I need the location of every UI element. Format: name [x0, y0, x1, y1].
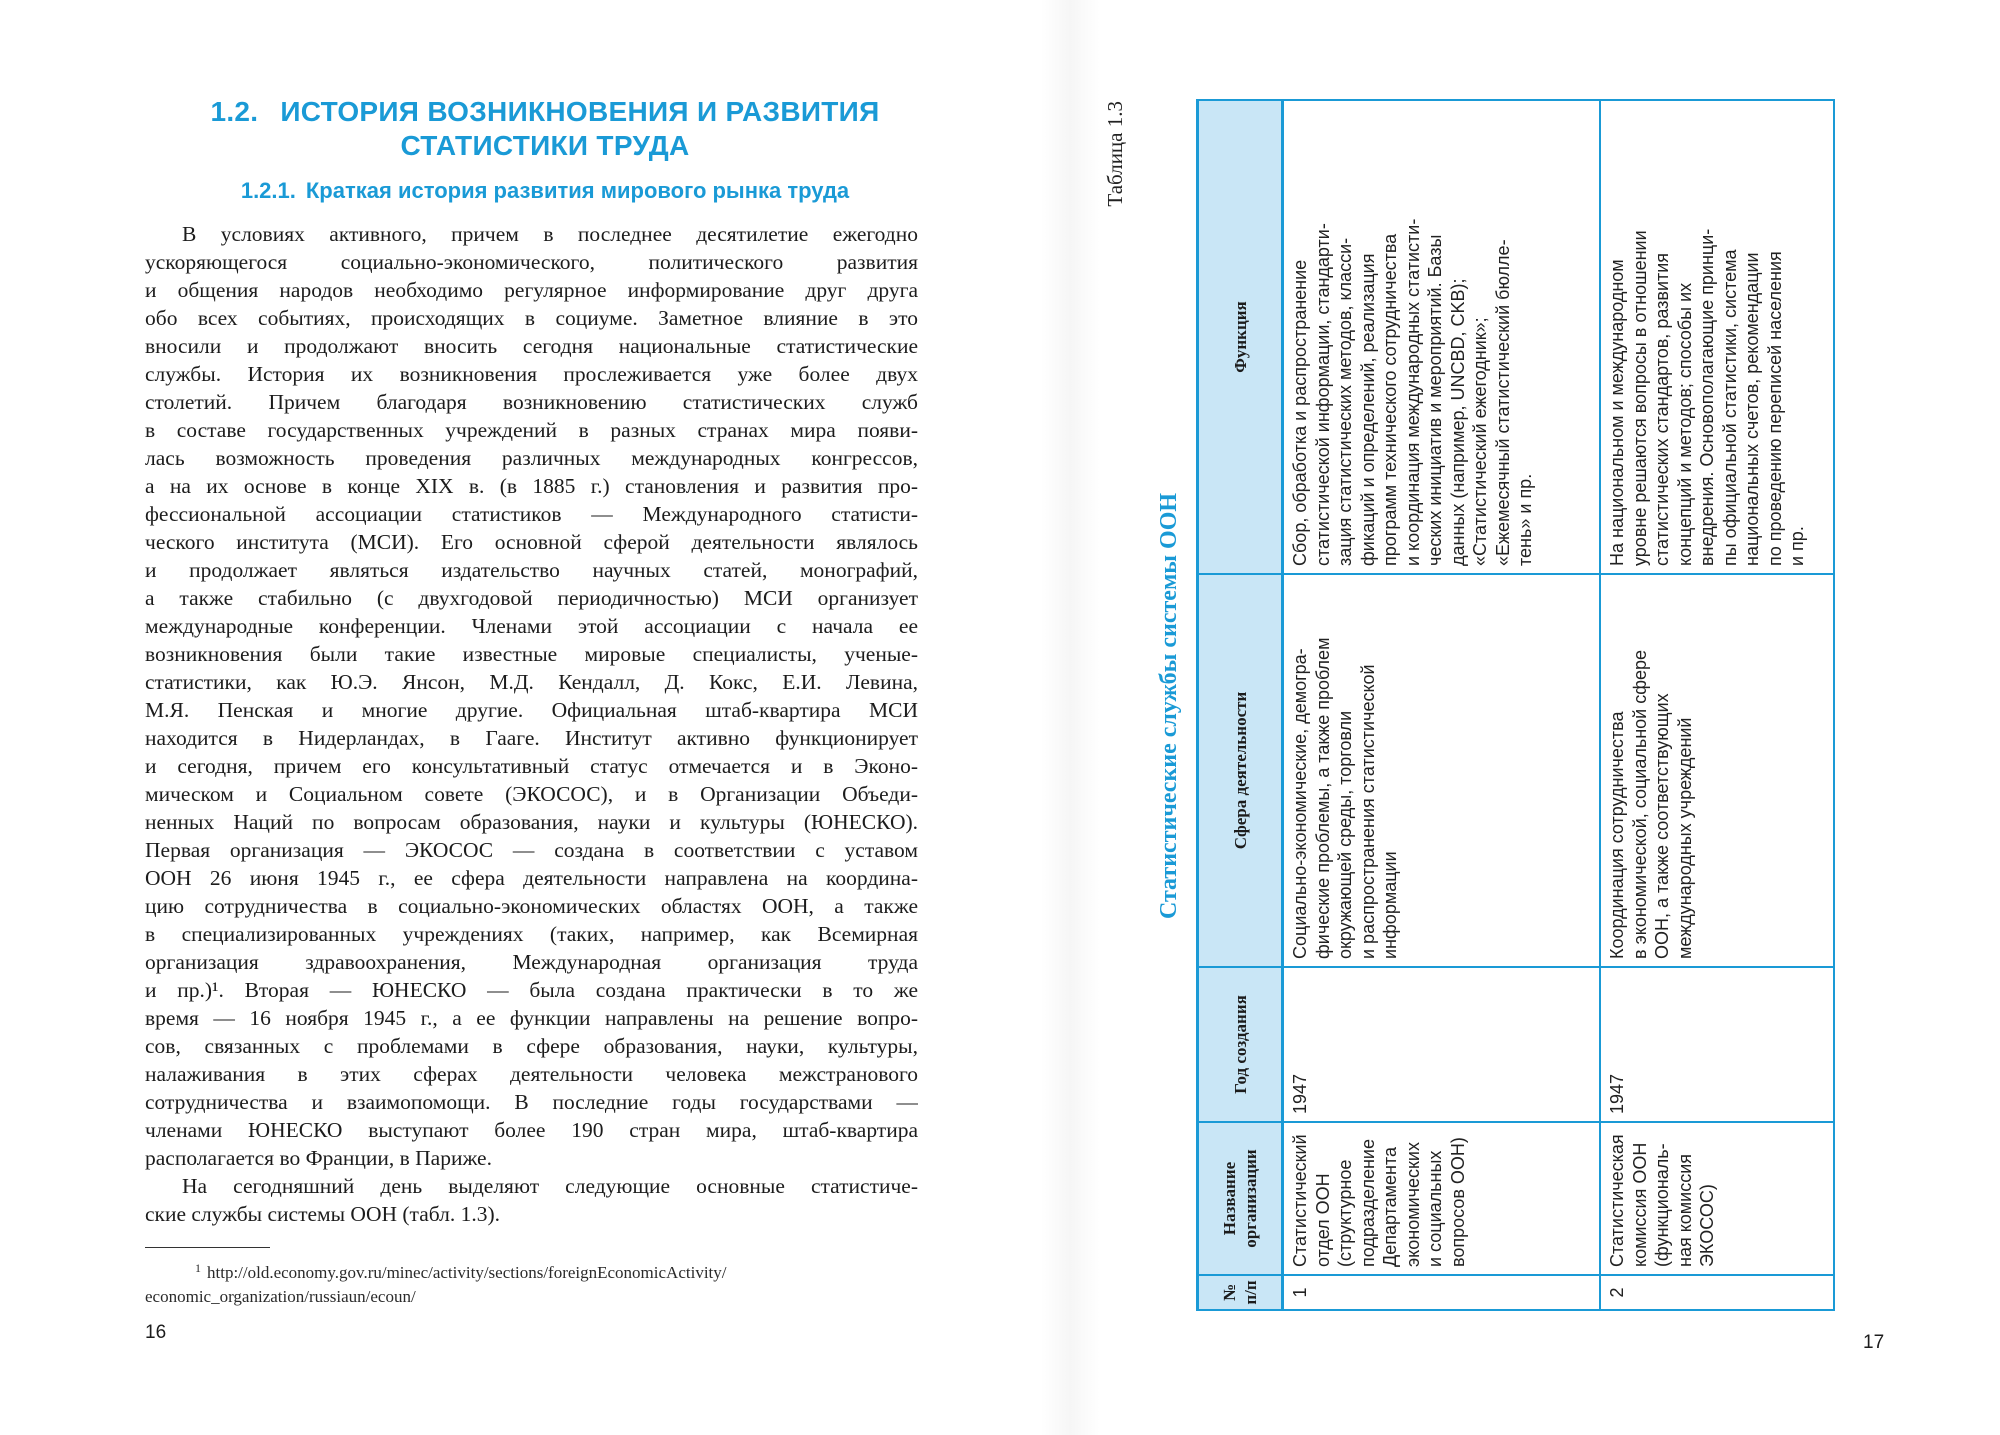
sphere-line: международных учреждений [1674, 717, 1695, 959]
table-body [1283, 100, 1835, 1310]
organization-line: Департамента [1380, 1146, 1400, 1267]
footnote-url-line-2[interactable]: economic_organization/russiaun/ecoun/ [145, 1287, 416, 1306]
body-line: На сегодняшний день выделяют следующие основные статистиче- [182, 1174, 918, 1198]
table-label: Таблица 1.3 [1103, 101, 1127, 207]
table-row [1283, 100, 1601, 1310]
function-line: и координация международных статисти- [1402, 218, 1423, 566]
body-line: вносили и продолжают вносить сегодня национальные статистические [145, 334, 918, 358]
organization-line: Статистическая [1607, 1134, 1627, 1267]
sphere-line: в экономической, социальной сфере [1629, 649, 1650, 959]
organization-line: ЭКОСОС) [1697, 1184, 1717, 1267]
body-line: и общения народов необходимо регулярное информирование друг друга [145, 278, 918, 302]
cell-sphere [1283, 574, 1601, 967]
section-title-line-2: СТАТИСТИКИ ТРУДА [400, 130, 690, 161]
body-line: сотрудничества и взаимопомощи. В последние годы государствами — [145, 1090, 918, 1114]
body-line: столетий. Причем благодаря возникновению статистических служб [145, 390, 918, 414]
section-title-line-1: ИСТОРИЯ ВОЗНИКНОВЕНИЯ И РАЗВИТИЯ [280, 96, 880, 127]
body-line: членами ЮНЕСКО выступают более 190 стран мира, штаб-квартира [145, 1118, 918, 1142]
subsection-title [145, 177, 945, 205]
footnote-rule [145, 1247, 270, 1248]
cell-year: 1947 [1283, 967, 1601, 1122]
cell-sphere [1600, 574, 1834, 967]
table-title: Статистические службы системы ООН [1156, 492, 1182, 920]
body-line: а на их основе в конце XIX в. (в 1885 г.) становления и развития про- [145, 474, 918, 498]
sphere-line: Социально-экономические, демогра- [1290, 648, 1310, 959]
cell-organization [1600, 1122, 1834, 1275]
section-number: 1.2. [210, 96, 259, 127]
function-line: программ технического сотрудничества [1380, 233, 1400, 566]
body-line: ООН 26 июня 1945 г., ее сфера деятельности направлена на координа- [145, 866, 918, 890]
body-line: мическом и Социальном совете (ЭКОСОС), и в Организации Объеди- [145, 782, 918, 806]
sphere-line: окружающей среды, торговли [1335, 710, 1355, 959]
body-line: статистики, как Ю.Э. Янсон, М.Д. Кендалл, Д. Кокс, Е.И. Левина, [145, 670, 918, 694]
page-number-left: 16 [145, 1322, 167, 1343]
organization-line: Статистический [1290, 1134, 1310, 1267]
rotated-table-block [1103, 101, 1900, 1311]
body-text [145, 220, 918, 1228]
body-line: службы. История их возникновения прослеживается уже более двух [145, 362, 918, 386]
function-line: внедрения. Основополагающие принци- [1697, 228, 1717, 566]
cell-number: 1 [1283, 1275, 1601, 1310]
header-number-line-2: п/п [1241, 1280, 1260, 1305]
sphere-line: и распространения статистической [1357, 664, 1378, 959]
body-line: В условиях активного, причем в последнее десятилетие ежегодно [182, 222, 918, 246]
organization-line: вопросов ООН) [1447, 1137, 1468, 1267]
body-line: М.Я. Пенская и многие другие. Официальная штаб-квартира МСИ [145, 698, 918, 722]
body-line: лась возможность проведения различных международных конгрессов, [145, 446, 918, 470]
function-line: по проведению переписей населения [1764, 251, 1785, 566]
body-line: налаживания в этих сферах деятельности человека межстранового [145, 1062, 918, 1086]
body-line: международные конференции. Членами этой ассоциации с начала ее [145, 614, 918, 638]
organization-line: экономических [1402, 1142, 1423, 1267]
footnote-mark: 1 [195, 1261, 201, 1275]
header-year: Год создания [1198, 967, 1283, 1122]
body-line: располагается во Франции, в Париже. [145, 1146, 492, 1170]
body-line: цию сотрудничества в социально-экономических областях ООН, а также [145, 894, 918, 918]
header-organization-line-1: Название [1220, 1161, 1239, 1236]
function-line: данных (например, UNCBD, CKB); [1447, 278, 1468, 566]
body-line: и продолжает являться издательство научных статей, монографий, [145, 558, 918, 582]
organization-line: и социальных [1425, 1150, 1445, 1267]
function-line: «Ежемесячный статистический бюлле- [1492, 239, 1513, 566]
page-number-right: 17 [1863, 1332, 1885, 1353]
body-line: ские службы системы ООН (табл. 1.3). [145, 1202, 501, 1226]
function-line: Сбор, обработка и распространение [1290, 259, 1310, 566]
header-number-line-1: № [1220, 1283, 1239, 1302]
sphere-line: Координация сотрудничества [1607, 711, 1627, 959]
function-line: статистических стандартов, развития [1652, 252, 1672, 566]
section-title [145, 95, 945, 163]
function-line: и пр. [1787, 526, 1807, 566]
body-line: обо всех событиях, происходящих в социуме. Заметное влияние в это [145, 306, 918, 330]
cell-function [1283, 100, 1601, 574]
cell-function [1600, 100, 1834, 574]
body-line: и пр.)¹. Вторая — ЮНЕСКО — была создана практически в то же [145, 978, 918, 1002]
function-line: фикаций и определений, реализация [1357, 253, 1378, 566]
body-line: ческого института (МСИ). Его основной сферой деятельности являлось [145, 530, 918, 554]
function-line: тень» и пр. [1515, 473, 1535, 566]
function-line: зация статистических методов, класси- [1335, 237, 1355, 566]
body-line: Первая организация — ЭКОСОС — создана в соответствии с уставом [145, 838, 918, 862]
sphere-line: ООН, а также соответствующих [1652, 693, 1672, 959]
body-line: возникновения были такие известные мировые специалисты, ученые- [145, 642, 918, 666]
cell-organization [1283, 1122, 1601, 1275]
body-line: в составе государственных учреждений в разных странах мира появи- [145, 418, 918, 442]
footnote-url-line-1[interactable]: http://old.economy.gov.ru/minec/activity/sections/foreignEconomicActivity/ [207, 1263, 727, 1282]
function-line: пы официальной статистики, система [1719, 249, 1740, 566]
sphere-line: фические проблемы, а также проблем [1312, 637, 1333, 959]
table-row [1600, 100, 1834, 1310]
body-line: в специализированных учреждениях (таких, например, как Всемирная [145, 922, 918, 946]
body-line: и сегодня, причем его консультативный статус отмечается и в Эконо- [145, 754, 918, 778]
body-line: а также стабильно (с двухгодовой периодичностью) МСИ организует [145, 586, 918, 610]
organization-line: (структурное [1335, 1159, 1355, 1267]
organization-line: подразделение [1357, 1139, 1378, 1267]
function-line: На национальном и международном [1607, 259, 1627, 566]
function-line: уровне решаются вопросы в отношении [1629, 230, 1650, 566]
function-line: концепций и методов; способы их [1674, 282, 1695, 566]
body-line: ускоряющегося социально-экономического, политического развития [145, 250, 918, 274]
sphere-line: информации [1380, 851, 1400, 959]
subsection-title-text: Краткая история развития мирового рынка труда [305, 178, 850, 203]
organization-line: ная комиссия [1674, 1153, 1695, 1267]
function-line: национальных счетов, рекомендации [1742, 252, 1762, 566]
table-header-row [1198, 100, 1283, 1310]
body-line: ненных Наций по вопросам образования, науки и культуры (ЮНЕСКО). [145, 810, 918, 834]
footnote [145, 1256, 925, 1309]
body-line: сов, связанных с проблемами в сфере образования, науки, культуры, [145, 1034, 918, 1058]
body-line: фессиональной ассоциации статистиков — Международного статисти- [145, 502, 918, 526]
header-sphere: Сфера деятельности [1198, 574, 1283, 967]
function-line: «Статистический ежегодник»; [1470, 317, 1490, 566]
subsection-number: 1.2.1. [240, 178, 296, 203]
header-organization [1198, 1122, 1283, 1275]
function-line: статистической информации, стандарти- [1312, 223, 1333, 566]
function-line: ческих инициатив и мероприятий. Базы [1425, 234, 1445, 566]
organization-line: (функциональ- [1652, 1143, 1672, 1267]
header-function: Функция [1198, 100, 1283, 574]
body-line: организация здравоохранения, Международная организация труда [145, 950, 918, 974]
body-line: время — 16 ноября 1945 г., а ее функции направлены на решение вопро- [145, 1006, 918, 1030]
header-number [1198, 1275, 1283, 1310]
cell-number: 2 [1600, 1275, 1834, 1310]
cell-year: 1947 [1600, 967, 1834, 1122]
un-services-table [1196, 99, 1835, 1311]
organization-line: комиссия ООН [1629, 1142, 1650, 1267]
header-organization-line-2: организации [1241, 1149, 1260, 1248]
body-line: находится в Нидерландах, в Гааге. Институт активно функционирует [145, 726, 918, 750]
organization-line: отдел ООН [1312, 1173, 1333, 1267]
